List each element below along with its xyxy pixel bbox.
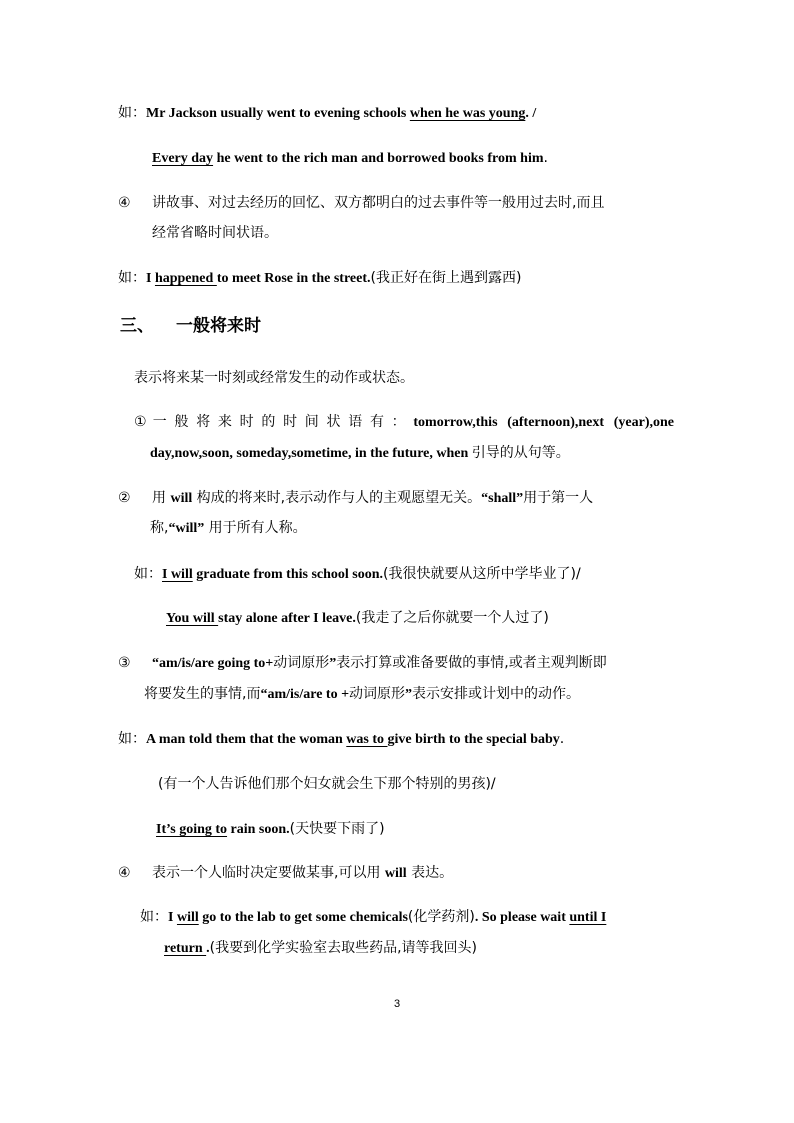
keyword: ” [329,656,337,671]
underlined-phrase: Every day [152,151,214,166]
rule-text: 用于所有人称。 [204,520,307,536]
rule-text: 用 [152,490,171,506]
underlined-phrase: until I [569,910,607,925]
example-text: rain soon. [227,822,290,837]
keyword: “will” [168,521,205,536]
example-text: give birth to the special baby [387,732,560,747]
example-translation: (天快要下雨了) [289,821,385,837]
example-line-lab-2 [164,937,477,959]
example-prefix: 如： [140,909,168,925]
example-translation-line [158,773,496,794]
example-text: . So please wait [474,910,570,925]
example-text: I [168,910,177,925]
underlined-phrase: I will [162,567,193,582]
example-text: A man told them that the woman [146,732,347,747]
underlined-phrase: when he was young [409,106,526,121]
item-number: ② [118,490,131,506]
rule-text: 经常省略时间状语。 [152,225,278,241]
rule-text: 一般将来时的时间状语有： [152,414,414,430]
rule-text: 表示一个人临时决定要做某事,可以用 [152,865,385,881]
rule-keywords: tomorrow,this (afternoon),next (year),one [413,415,675,430]
example-text: go to the lab to get some chemicals [198,910,408,925]
rule-text: 讲故事、对过去经历的回忆、双方都明白的过去事件等一般用过去时,而且 [152,195,605,211]
item-number: ④ [118,865,131,881]
item-number: ④ [118,195,131,211]
rule-text: 表示安排或计划中的动作。 [412,686,581,702]
page-number: 3 [393,998,401,1010]
example-text: stay alone after I leave. [218,611,356,626]
underlined-phrase: happened [154,271,217,286]
section-number: 三、 [120,316,154,336]
rule-keywords: day,now,soon, someday,sometime, in the future, when [150,446,472,461]
rule-text: 称, [150,520,169,536]
keyword: “shall” [481,491,524,506]
example-line-lab-1 [140,906,606,928]
example-translation: (我要到化学实验室去取些药品,请等我回头) [209,940,477,956]
example-text: graduate from this school soon. [192,567,384,582]
example-translation: (有一个人告诉他们那个妇女就会生下那个特别的男孩)/ [158,776,496,792]
example-line-was-to [118,728,564,750]
example-translation: (我正好在街上遇到露西) [370,270,522,286]
rule-item-2 [118,487,593,509]
rule-item-3 [118,652,607,674]
underlined-phrase: was to [346,732,388,747]
example-text-end: . / [525,106,537,121]
keyword: “am/is/are to + [260,687,350,702]
example-translation: (我走了之后你就要一个人过了) [355,610,549,626]
example-prefix: 如： [118,105,146,121]
rule-text: 表示打算或准备要做的事情,或者主观判断即 [336,655,607,671]
example-prefix: 如： [134,566,162,582]
rule-item-2-cont [150,517,307,539]
rule-text: 表达。 [406,865,454,881]
rule-text: 用于第一人 [523,490,594,506]
rule-item-3-cont [144,683,580,705]
example-text-end: . [559,731,565,747]
example-text: he went to the rich man and borrowed books from him [213,151,544,166]
rule-text: 引导的从句等。 [471,445,570,461]
rule-text: 将要发生的事情,而 [144,686,261,702]
rule-item-4-future [118,862,453,884]
rule-item-4-past-cont [152,222,278,243]
example-text: Mr Jackson usually went to evening schools [146,106,410,121]
underlined-phrase: return [164,941,207,956]
example-text: to meet Rose in the street. [216,271,371,286]
underlined-phrase: It’s going to [156,822,228,837]
example-text-end: . [543,150,548,166]
keyword: will [384,866,407,881]
example-text: I [146,271,155,286]
rule-text: 动词原形 [349,686,406,702]
section-intro [134,367,414,388]
item-number: ① [134,414,153,430]
intro-text: 表示将来某一时刻或经常发生的动作或状态。 [134,370,414,386]
example-line-happened [118,267,521,289]
keyword: “am/is/are going to+ [152,656,274,671]
underlined-phrase: will [176,910,199,925]
item-number: ③ [118,655,131,671]
example-translation: (化学药剂) [407,909,475,925]
example-prefix: 如： [118,731,146,747]
rule-item-1 [134,411,674,433]
underlined-phrase: You will [166,611,219,626]
rule-text: 动词原形 [273,655,330,671]
example-line-past-1 [118,102,536,124]
rule-item-1-cont [150,442,570,464]
example-text-end: . [206,941,210,956]
example-prefix: 如： [118,270,146,286]
keyword: ” [405,687,413,702]
example-line-going-to [156,818,385,840]
example-translation: (我很快就要从这所中学毕业了)/ [383,566,581,582]
example-line-will-2 [166,607,549,629]
keyword: will [170,491,193,506]
rule-item-4-past [118,192,604,213]
example-line-past-2 [152,147,548,169]
section-heading [120,316,261,336]
section-title: 一般将来时 [176,316,261,336]
rule-text: 构成的将来时,表示动作与人的主观愿望无关。 [192,490,482,506]
example-line-will-1 [134,563,581,585]
